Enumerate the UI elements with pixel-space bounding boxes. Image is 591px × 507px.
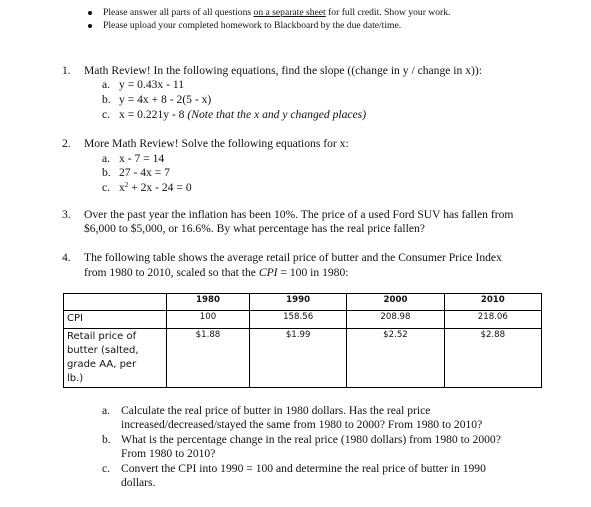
- question-3-number: 3.: [62, 208, 71, 221]
- followup-c-line-1: Convert the CPI into 1990 = 100 and determine the real price of butter in 1990: [121, 462, 486, 475]
- followup-b-line-1: What is the percentage change in the real price (1980 dollars) from 1980 to 2000?: [121, 433, 501, 446]
- question-2b-letter: b.: [102, 166, 111, 179]
- question-1c-line: [119, 108, 366, 122]
- table-row: [64, 328, 542, 387]
- table-header-cell: 1990: [249, 294, 346, 311]
- question-2b-text: 27 - 4x = 7: [119, 166, 170, 179]
- question-4-line-2-end: = 100 in 1980:: [277, 266, 349, 279]
- table-row-label-line: butter (salted,: [67, 344, 139, 356]
- instruction-text-end: for full credit. Show your work.: [325, 7, 451, 18]
- table-row-label: [64, 328, 167, 387]
- table-row-label-line: grade AA, per: [67, 358, 137, 370]
- followup-a-letter: a.: [102, 404, 111, 417]
- question-1c-text: x = 0.221y - 8: [119, 108, 188, 121]
- equation-rest: + 2x - 24 = 0: [128, 181, 192, 194]
- bullet-dot-icon: [88, 11, 92, 15]
- followup-b-line-2: From 1980 to 2010?: [121, 447, 216, 460]
- instruction-text: Please upload your completed homework to Blackboard by the due date/time.: [103, 20, 402, 31]
- table-header-cell: 2000: [347, 294, 444, 311]
- question-1a-text: y = 0.43x - 11: [119, 78, 185, 91]
- instruction-line-2: [103, 20, 401, 32]
- table-row-label-line: Retail price of: [67, 330, 137, 342]
- question-1-text: Math Review! In the following equations, find the slope ((change in y / change in x)):: [84, 64, 482, 77]
- question-4-line-1: The following table shows the average retail price of butter and the Consumer Price Index: [84, 251, 502, 264]
- question-1c-letter: c.: [102, 108, 111, 121]
- instruction-text: Please answer all parts of all questions: [103, 7, 254, 18]
- equation-exponent: 2: [124, 181, 129, 189]
- bullet-dot-icon: [88, 24, 92, 28]
- table-cell: 158.56: [249, 311, 346, 329]
- question-2a-text: x - 7 = 14: [119, 152, 165, 165]
- question-4-cpi-term: CPI: [258, 266, 278, 279]
- question-4-line-2: [84, 266, 348, 280]
- question-2a-letter: a.: [102, 152, 111, 165]
- question-2-text: More Math Review! Solve the following equations for x:: [84, 137, 349, 150]
- followup-a-line-1: Calculate the real price of butter in 1980 dollars. Has the real price: [121, 404, 431, 417]
- table-row: [64, 311, 542, 329]
- table-header-cell: [64, 294, 167, 311]
- followup-b-letter: b.: [102, 433, 111, 446]
- question-2-number: 2.: [62, 137, 71, 150]
- table-cell: $2.52: [347, 328, 444, 387]
- table-cell: $1.99: [249, 328, 346, 387]
- table-cell: 208.98: [347, 311, 444, 329]
- followup-a-line-2: increased/decreased/stayed the same from 1980 to 2000? From 1980 to 2010?: [121, 418, 483, 431]
- question-1b-text: y = 4x + 8 - 2(5 - x): [119, 93, 212, 106]
- table-row-label: CPI: [64, 311, 167, 329]
- table-header-row: [64, 294, 542, 311]
- question-1-number: 1.: [62, 64, 71, 77]
- question-2c-letter: c.: [102, 181, 111, 194]
- table-header-cell: 2010: [444, 294, 541, 311]
- question-1a-letter: a.: [102, 78, 111, 91]
- question-4-line-2-start: from 1980 to 2010, scaled so that the: [84, 266, 259, 279]
- table-cell: 100: [167, 311, 250, 329]
- question-2c-equation: [119, 181, 192, 195]
- followup-c-line-2: dollars.: [121, 476, 156, 489]
- butter-price-table: [63, 293, 542, 388]
- question-4-number: 4.: [62, 251, 71, 264]
- question-3-line-2: $6,000 to $5,000, or 16.6%. By what percentage has the real price fallen?: [84, 222, 425, 235]
- question-1b-letter: b.: [102, 93, 111, 106]
- table-cell: $2.88: [444, 328, 541, 387]
- instruction-underlined-text: on a separate sheet: [253, 7, 326, 18]
- question-1c-note: (Note that the x and y changed places): [187, 108, 367, 121]
- table-cell: 218.06: [444, 311, 541, 329]
- question-3-line-1: Over the past year the inflation has been 10%. The price of a used Ford SUV has fallen from: [84, 208, 514, 221]
- table-cell: $1.88: [167, 328, 250, 387]
- instruction-line-1: [103, 7, 450, 19]
- table-header-cell: 1980: [167, 294, 250, 311]
- table-row-label-line: lb.): [67, 372, 84, 384]
- followup-c-letter: c.: [102, 462, 111, 475]
- equation-base: x: [119, 181, 125, 194]
